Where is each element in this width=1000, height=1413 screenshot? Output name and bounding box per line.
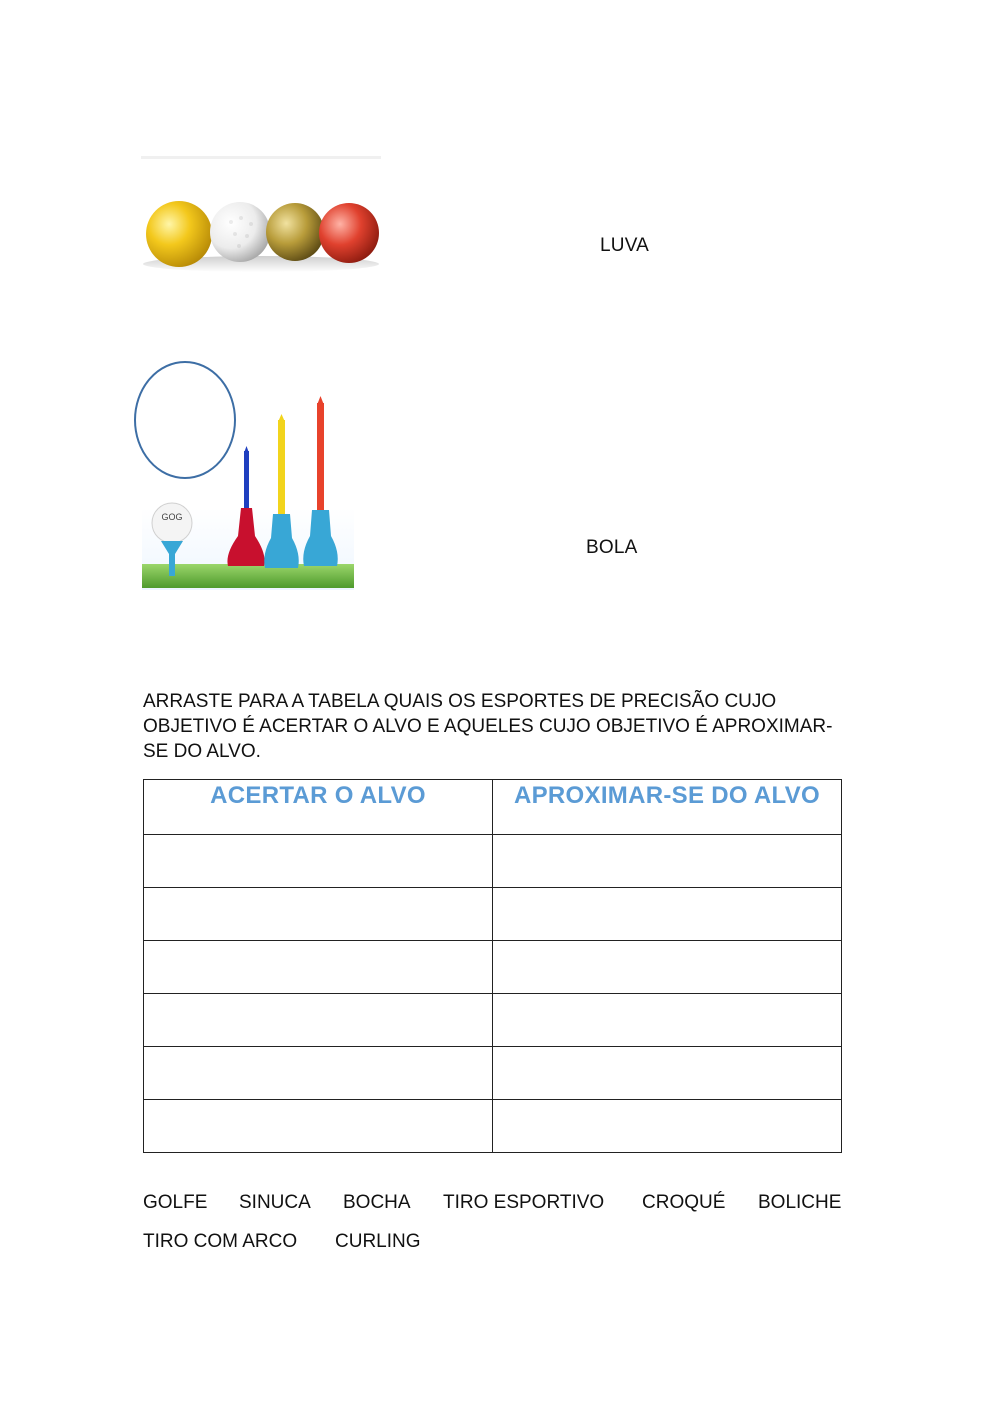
- table-row: [144, 835, 842, 888]
- header-aproximar-se-do-alvo: APROXIMAR-SE DO ALVO: [493, 780, 842, 835]
- word-bocha[interactable]: BOCHA: [343, 1192, 411, 1213]
- golf-balls-image: [141, 156, 381, 276]
- label-bola: BOLA: [586, 537, 638, 558]
- table-row: [144, 1100, 842, 1153]
- word-tiro-esportivo[interactable]: TIRO ESPORTIVO: [443, 1192, 605, 1213]
- table-row: [144, 994, 842, 1047]
- drop-cell-acertar[interactable]: [144, 994, 493, 1047]
- word-sinuca[interactable]: SINUCA: [239, 1192, 311, 1213]
- drop-cell-acertar[interactable]: [144, 941, 493, 994]
- word-boliche[interactable]: BOLICHE: [758, 1192, 842, 1213]
- drop-cell-aproximar[interactable]: [493, 888, 842, 941]
- table-row: [144, 888, 842, 941]
- drop-cell-aproximar[interactable]: [493, 1100, 842, 1153]
- golf-tees-image: [131, 358, 357, 590]
- word-curling[interactable]: CURLING: [335, 1231, 421, 1252]
- drop-cell-acertar[interactable]: [144, 1100, 493, 1153]
- drop-cell-aproximar[interactable]: [493, 941, 842, 994]
- drop-cell-acertar[interactable]: [144, 888, 493, 941]
- drop-cell-aproximar[interactable]: [493, 835, 842, 888]
- word-croque[interactable]: CROQUÉ: [642, 1192, 726, 1213]
- header-acertar-o-alvo: ACERTAR O ALVO: [144, 780, 493, 835]
- table-row: [144, 1047, 842, 1100]
- svg-text:GOG: GOG: [161, 512, 183, 522]
- table-row: [144, 941, 842, 994]
- drop-cell-aproximar[interactable]: [493, 994, 842, 1047]
- drop-cell-acertar[interactable]: [144, 835, 493, 888]
- word-tiro-com-arco[interactable]: TIRO COM ARCO: [143, 1231, 298, 1252]
- drop-cell-aproximar[interactable]: [493, 1047, 842, 1100]
- instructions-text: ARRASTE PARA A TABELA QUAIS OS ESPORTES DE PRECISÃO CUJO OBJETIVO É ACERTAR O ALVO E AQUELES CUJO OBJETIVO É APROXIMAR-SE DO ALVO.: [143, 691, 833, 762]
- word-golfe[interactable]: GOLFE: [143, 1192, 208, 1213]
- label-luva: LUVA: [600, 235, 650, 256]
- sorting-table: [143, 779, 842, 1153]
- drop-cell-acertar[interactable]: [144, 1047, 493, 1100]
